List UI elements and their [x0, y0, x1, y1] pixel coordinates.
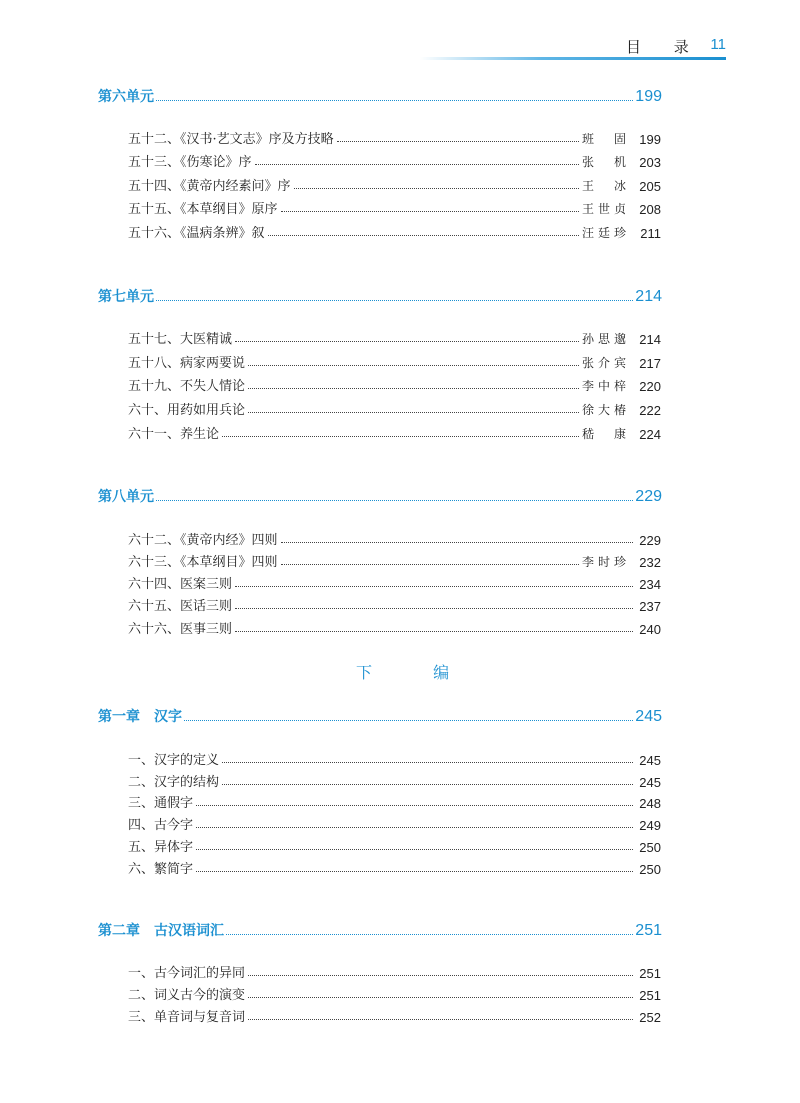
entry-title: 一、古今词汇的异同: [128, 966, 246, 981]
entry-title: 一、汉字的定义: [128, 753, 220, 768]
toc-entry[interactable]: [128, 174, 661, 194]
entry-page: 248: [639, 796, 661, 811]
unit-page: 214: [635, 288, 662, 305]
entry-page: 211: [640, 226, 661, 241]
entry-author: 张介宾: [582, 356, 626, 370]
dot-leader: [222, 762, 633, 763]
entry-page: 249: [639, 818, 661, 833]
entry-page: 240: [639, 622, 661, 637]
entry-title: 六十三、《本草纲目》四则: [128, 555, 278, 570]
entry-page: 234: [639, 577, 661, 592]
entry-title: 五十二、《汉书·艺文志》序及方技略: [128, 132, 334, 147]
dot-leader: [226, 934, 633, 935]
chapter-title: 第一章 汉字: [98, 709, 182, 725]
chapter-page: 251: [635, 922, 662, 939]
dot-leader: [196, 849, 633, 850]
dot-leader: [248, 388, 579, 389]
toc-entry[interactable]: [128, 150, 661, 170]
toc-entry[interactable]: [128, 550, 661, 570]
entry-page: 245: [639, 753, 661, 768]
entry-title: 五十五、《本草纲目》原序: [128, 202, 278, 217]
part-title: 下 编: [356, 663, 478, 682]
entry-author: 王世贞: [582, 202, 626, 216]
dot-leader: [222, 784, 633, 785]
dot-leader: [156, 300, 633, 301]
entry-author: 汪廷珍: [582, 226, 626, 240]
entry-author: 班 固: [582, 132, 626, 146]
entry-title: 五十九、不失人情论: [128, 379, 246, 394]
entry-title: 五、异体字: [128, 840, 194, 855]
entry-page: 251: [639, 966, 661, 981]
entry-title: 二、汉字的结构: [128, 775, 220, 790]
toc-entry[interactable]: [128, 374, 661, 394]
entry-title: 五十四、《黄帝内经素问》序: [128, 179, 291, 194]
dot-leader: [235, 608, 633, 609]
toc-entry[interactable]: [128, 617, 661, 637]
dot-leader: [255, 164, 579, 165]
entry-page: 224: [639, 427, 661, 442]
dot-leader: [248, 1019, 633, 1020]
entry-page: 203: [639, 155, 661, 170]
toc-entry[interactable]: [128, 791, 661, 811]
toc-entry[interactable]: [128, 857, 661, 877]
entry-page: 245: [639, 775, 661, 790]
toc-entry[interactable]: [128, 1005, 661, 1025]
dot-leader: [281, 542, 633, 543]
entry-title: 六十一、养生论: [128, 427, 220, 442]
unit-title: 第七单元: [98, 289, 154, 305]
entry-title: 三、通假字: [128, 796, 194, 811]
toc-entry[interactable]: [128, 127, 661, 147]
entry-page: 214: [639, 332, 661, 347]
entry-page: 251: [639, 988, 661, 1003]
entry-page: 229: [639, 533, 661, 548]
toc-entry[interactable]: [128, 748, 661, 768]
toc-entry[interactable]: [128, 770, 661, 790]
entry-title: 六、繁简字: [128, 862, 194, 877]
dot-leader: [248, 997, 633, 998]
toc-chapter-heading[interactable]: [98, 704, 662, 726]
entry-author: 李中梓: [582, 379, 626, 393]
entry-page: 199: [639, 132, 661, 147]
toc-unit-heading[interactable]: [98, 84, 662, 106]
header-title: 目 录: [626, 38, 703, 56]
unit-page: 199: [635, 88, 662, 105]
unit-page: 229: [635, 488, 662, 505]
entry-author: 王 冰: [582, 179, 626, 193]
toc-entry[interactable]: [128, 594, 661, 614]
toc-entry[interactable]: [128, 398, 661, 418]
unit-title: 第八单元: [98, 489, 154, 505]
toc-entry[interactable]: [128, 813, 661, 833]
entry-page: 250: [639, 862, 661, 877]
dot-leader: [196, 805, 633, 806]
dot-leader: [248, 975, 633, 976]
dot-leader: [248, 365, 579, 366]
dot-leader: [281, 211, 579, 212]
dot-leader: [281, 564, 579, 565]
toc-chapter-heading[interactable]: [98, 918, 662, 940]
dot-leader: [222, 436, 579, 437]
entry-author: 徐大椿: [582, 403, 626, 417]
dot-leader: [235, 586, 633, 587]
entry-title: 六十六、医事三则: [128, 622, 233, 637]
entry-title: 五十六、《温病条辨》叙: [128, 226, 265, 241]
dot-leader: [196, 827, 633, 828]
toc-entry[interactable]: [128, 197, 661, 217]
dot-leader: [196, 871, 633, 872]
entry-author: 嵇 康: [582, 427, 626, 441]
entry-author: 张 机: [582, 155, 626, 169]
toc-entry[interactable]: [128, 528, 661, 548]
entry-title: 五十七、大医精诚: [128, 332, 233, 347]
entry-page: 252: [639, 1010, 661, 1025]
toc-entry[interactable]: [128, 327, 661, 347]
entry-page: 220: [639, 379, 661, 394]
entry-page: 208: [639, 202, 661, 217]
chapter-title: 第二章 古汉语词汇: [98, 923, 224, 939]
entry-title: 六十、用药如用兵论: [128, 403, 246, 418]
entry-page: 232: [639, 555, 661, 570]
toc-entry[interactable]: [128, 351, 661, 371]
chapter-page: 245: [635, 708, 662, 725]
toc-entry[interactable]: [128, 961, 661, 981]
header-rule: [420, 57, 726, 60]
entry-author: 李时珍: [582, 555, 626, 569]
entry-title: 三、单音词与复音词: [128, 1010, 246, 1025]
dot-leader: [337, 141, 579, 142]
entry-title: 五十三、《伤寒论》序: [128, 155, 252, 170]
toc-entry[interactable]: [128, 221, 661, 241]
dot-leader: [268, 235, 579, 236]
entry-page: 222: [639, 403, 661, 418]
dot-leader: [294, 188, 579, 189]
toc-entry[interactable]: [128, 422, 661, 442]
entry-title: 二、词义古今的演变: [128, 988, 246, 1003]
dot-leader: [156, 100, 633, 101]
entry-title: 六十四、医案三则: [128, 577, 233, 592]
header-page-number: 11: [710, 36, 726, 53]
toc-entry[interactable]: [128, 572, 661, 592]
toc-unit-heading[interactable]: [98, 284, 662, 306]
dot-leader: [235, 631, 633, 632]
entry-page: 250: [639, 840, 661, 855]
unit-title: 第六单元: [98, 89, 154, 105]
dot-leader: [156, 500, 633, 501]
entry-author: 孙思邈: [582, 332, 626, 346]
entry-title: 四、古今字: [128, 818, 194, 833]
entry-page: 217: [639, 356, 661, 371]
entry-page: 205: [639, 179, 661, 194]
toc-entry[interactable]: [128, 835, 661, 855]
dot-leader: [184, 720, 633, 721]
dot-leader: [235, 341, 579, 342]
toc-unit-heading[interactable]: [98, 484, 662, 506]
entry-title: 六十五、医话三则: [128, 599, 233, 614]
dot-leader: [248, 412, 579, 413]
entry-page: 237: [639, 599, 661, 614]
entry-title: 六十二、《黄帝内经》四则: [128, 533, 278, 548]
entry-title: 五十八、病家两要说: [128, 356, 246, 371]
toc-entry[interactable]: [128, 983, 661, 1003]
